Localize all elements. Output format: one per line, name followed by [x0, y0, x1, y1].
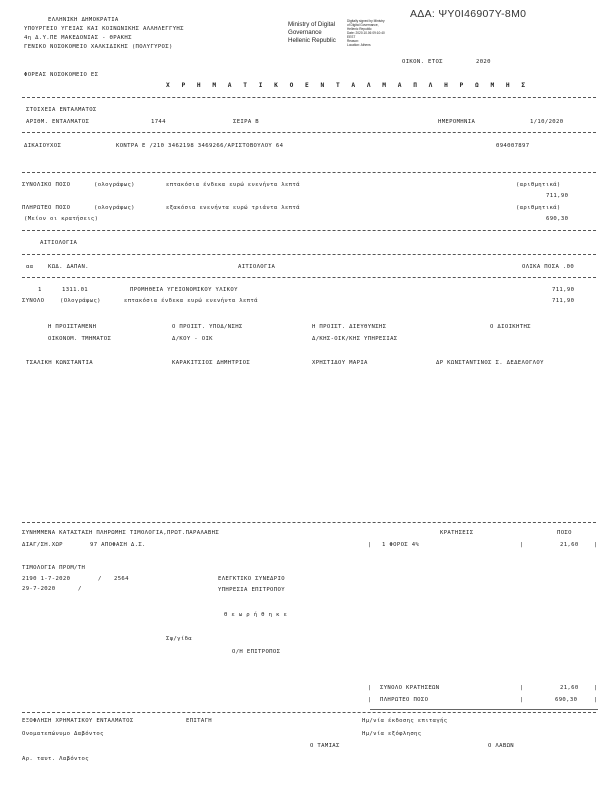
beneficiary-label: ΔΙΚΑΙΟΥΧΟΣ [24, 143, 62, 149]
payable-amount-label: ΠΛΗΡΩΤΕΟ ΠΟΣΟ [22, 205, 71, 211]
total-amount-num: 711,90 [546, 193, 569, 199]
audit-service: ΥΠΗΡΕΣΙΑ ΕΠΙΤΡΟΠΟΥ [218, 587, 285, 593]
order-number-value: 1744 [151, 119, 166, 125]
deductions-amount-label: ΠΟΣΟ [557, 530, 572, 536]
stamp-small-6: Reason: [347, 39, 359, 43]
invoice-2-separator: / [78, 586, 82, 592]
order-date-label: ΗΜΕΡΟΜΗΝΙΑ [438, 119, 476, 125]
sig-name-3: ΧΡΗΣΤΙΔΟΥ ΜΑΡΙΑ [312, 360, 368, 366]
deduction-amount: 21,60 [560, 542, 579, 548]
invoice-1-date: 2190 1-7-2020 [22, 576, 71, 582]
stamp-small-1: Digitally signed by Ministry [347, 19, 385, 23]
sig-subtitle-1: ΟΙΚΟΝΟΜ. ΤΜΗΜΑΤΟΣ [48, 336, 112, 342]
stamp-line-3: Hellenic Republic [288, 37, 336, 44]
divider [22, 712, 596, 713]
footer-cashier: Ο ΤΑΜΙΑΣ [310, 743, 340, 749]
sum-paren: (Ολογράφως) [60, 298, 101, 304]
total-payable-label: ΠΛΗΡΩΤΕΟ ΠΟΣΟ [380, 697, 429, 703]
divider [22, 97, 596, 98]
stamp-small-3: Hellenic Republic [347, 27, 372, 31]
ada-code: ΑΔΑ: ΨΥ0Ι46907Υ-8Μ0 [410, 8, 527, 20]
commissioner-label: Ο/Η ΕΠΙΤΡΟΠΟΣ [232, 649, 281, 655]
bar-separator: | [368, 685, 372, 691]
total-deductions-label: ΣΥΝΟΛΟ ΚΡΑΤΗΣΕΩΝ [380, 685, 440, 691]
payable-amount-num: 690,30 [546, 216, 569, 222]
sig-title-3: Η ΠΡΟΙΣΤ. ΔΙΕΥΘΥΝΣΗΣ [312, 324, 387, 330]
order-series: ΣΕΙΡΑ Β [233, 119, 260, 125]
justification-section-title: ΑΙΤΙΟΛΟΓΙΑ [40, 240, 78, 246]
diag-value: 97 ΑΠΟΦΑΣΗ Δ.Σ. [90, 542, 146, 548]
stamp-small-4: Date: 2020.10.06 09:10:40 [347, 31, 385, 35]
stamp-small-5: EEST [347, 35, 356, 39]
divider [22, 254, 596, 255]
stamp-small-2: of Digital Governance, [347, 23, 379, 27]
row-aa: 1 [38, 287, 42, 293]
attachments-heading: ΣΥΝΗΜΜΕΝΑ ΚΑΤΑΣΤΑΣΗ ΠΛΗΡΩΜΗΣ ΤΙΜΟΛΟΓΙΑ,ΠΡΩΤ.ΠΑΡΑΛΑΒΗΣ [22, 530, 220, 536]
total-amount-label: ΣΥΝΟΛΙΚΟ ΠΟΣΟ [22, 182, 71, 188]
bar-separator: | [368, 542, 372, 548]
sig-title-4: Ο ΔΙΟΙΚΗΤΗΣ [490, 324, 531, 330]
row-amount: 711,90 [552, 287, 575, 293]
invoice-1-separator: / [98, 576, 102, 582]
diag-label: ΔΙΑΓ/ΣΗ.ΧΩΡ [22, 542, 63, 548]
footer-payment-date: Ημ/νία εξόφλησης [362, 731, 422, 737]
col-aa: αα [26, 264, 34, 270]
total-amount-words: επτακόσια ένδεκα ευρώ ενενήντα λεπτά [166, 182, 300, 188]
sig-name-4: ΔΡ ΚΩΝΣΤΑΝΤΙΝΟΣ Σ. ΔΕΔΕΛΟΓΛΟΥ [436, 360, 544, 366]
bar-separator: | [520, 697, 524, 703]
stamp-line-1: Ministry of Digital [288, 21, 336, 28]
beneficiary-value: ΚΟΝΤΡΑ Ε /210 3462198 3469266/ΑΡΙΣΤΟΒΟΥΛΟΥ 64 [116, 143, 284, 149]
fiscal-year-value: 2020 [476, 59, 491, 65]
sig-subtitle-2: Δ/ΚΟΥ - ΟΙΚ [172, 336, 213, 342]
order-section-title: ΣΤΟΙΧΕΙΑ ΕΝΤΑΛΜΑΤΟΣ [26, 107, 97, 113]
stamp-line-2: Governance [288, 29, 322, 36]
bar-separator: | [520, 685, 524, 691]
divider [22, 172, 596, 173]
footer-settlement: ΕΞΟΦΛΗΣΗ ΧΡΗΜΑΤΙΚΟΥ ΕΝΤΑΛΜΑΤΟΣ [22, 718, 134, 724]
order-date-value: 1/10/2020 [530, 119, 564, 125]
col-total-amount: ΟΛΙΚΑ ΠΟΣΑ .00 [522, 264, 575, 270]
sig-title-1: Η ΠΡΟΙΣΤΑΜΕΝΗ [48, 324, 97, 330]
row-expense-code: 1311.01 [62, 287, 89, 293]
footer-receiver-id: Αρ. ταυτ. Λαβόντος [22, 756, 89, 762]
bar-separator: | [594, 697, 598, 703]
row-justification: ΠΡΟΜΗΘΕΙΑ ΥΓΕΙΟΝΟΜΙΚΟΥ ΥΛΙΚΟΥ [130, 287, 238, 293]
col-expense-code: ΚΩΔ. ΔΑΠΑΝ. [48, 264, 89, 270]
col-justification: ΑΙΤΙΟΛΟΓΙΑ [238, 264, 276, 270]
sum-words: επτακόσια ένδεκα ευρώ ενενήντα λεπτά [124, 298, 258, 304]
total-deductions-value: 21,60 [560, 685, 579, 691]
total-amount-num-label: (αριθμητικά) [516, 182, 561, 188]
bar-separator: | [520, 542, 524, 548]
invoice-1-number: 2564 [114, 576, 129, 582]
payable-amount-num-label: (αριθμητικά) [516, 205, 561, 211]
bar-separator: | [594, 685, 598, 691]
total-amount-paren: (ολογράφως) [94, 182, 135, 188]
payable-amount-words: εξακόσια ενενήντα ευρώ τριάντα λεπτά [166, 205, 300, 211]
foreas: ΦΟΡΕΑΣ ΝΟΣΟΚΟΜΕΙΟ ΕΣ [24, 72, 99, 78]
bar-separator: | [594, 542, 598, 548]
total-payable-value: 690,30 [555, 697, 578, 703]
divider [22, 132, 596, 133]
approved-text: Θ ε ω ρ ή θ η κ ε [224, 612, 288, 618]
header-line-2: ΥΠΟΥΡΓΕΙΟ ΥΓΕΙΑΣ ΚΑΙ ΚΟΙΝΩΝΙΚΗΣ ΑΛΛΗΛΕΓΓΥΗΣ [24, 26, 184, 32]
divider [22, 230, 596, 231]
footer-receiver-name: Ονοματεπώνυμο Δαβόντος [22, 731, 104, 737]
header-line-3: 4η Δ.Υ.ΠΕ ΜΑΚΕΔΟΝΙΑΣ - ΘΡΑΚΗΣ [24, 35, 132, 41]
bar-separator: | [368, 697, 372, 703]
sig-title-2: Ο ΠΡΟΙΣΤ. ΥΠΟΔ/ΝΣΗΣ [172, 324, 243, 330]
invoice-2-date: 29-7-2020 [22, 586, 56, 592]
order-number-label: ΑΡΙΘΜ. ΕΝΤΑΛΜΑΤΟΣ [26, 119, 90, 125]
footer-cheque: ΕΠΙΤΑΓΗ [186, 718, 213, 724]
seal-label: Σφ/γίδα [166, 636, 193, 642]
footer-receiver: Ο ΛΑΒΩΝ [488, 743, 515, 749]
header-line-4: ΓΕΝΙΚΟ ΝΟΣΟΚΟΜΕΙΟ ΧΑΛΚΙΔΙΚΗΣ (ΠΟΛΥΓΥΡΟΣ) [24, 44, 173, 50]
deduction-row: 1 ΦΟΡΟΣ 4% [382, 542, 420, 548]
deductions-label: ΚΡΑΤΗΣΕΙΣ [440, 530, 474, 536]
beneficiary-afm: 094007897 [496, 143, 530, 149]
document-title: Χ Ρ Η Μ Α Τ Ι Κ Ο Ε Ν Τ Α Λ Μ Α Π Λ Η Ρ Ω Μ Η Σ [166, 82, 530, 89]
footer-cheque-date: Ημ/νία έκδοσης επιταγής [362, 718, 448, 724]
sig-subtitle-3: Δ/ΚΗΣ-ΟΙΚ/ΚΗΣ ΥΠΗΡΕΣΙΑΣ [312, 336, 398, 342]
stamp-small-7: Location: Athens [347, 43, 371, 47]
audit-court: ΕΛΕΓΚΤΙΚΟ ΣΥΝΕΔΡΙΟ [218, 576, 285, 582]
payable-note: (Μείον οι κρατήσεις) [24, 216, 99, 222]
sig-name-1: ΤΣΑΛΙΚΗ ΚΩΝΣΤΑΝΤΙΑ [26, 360, 93, 366]
invoices-label: ΤΙΜΟΛΟΓΙΑ ΠΡΟΜ/ΤΗ [22, 565, 86, 571]
divider [22, 522, 596, 523]
sum-label: ΣΥΝΟΛΟ [22, 298, 45, 304]
payable-amount-paren: (ολογράφως) [94, 205, 135, 211]
header-line-1: ΕΛΛΗΝΙΚΗ ΔΗΜΟΚΡΑΤΙΑ [48, 17, 119, 23]
divider [370, 709, 598, 710]
fiscal-year-label: ΟΙΚΟΝ. ΕΤΟΣ [402, 59, 443, 65]
sum-amount: 711,90 [552, 298, 575, 304]
divider [22, 277, 596, 278]
sig-name-2: ΚΑΡΑΚΙΤΣΙΟΣ ΔΗΜΗΤΡΙΟΣ [172, 360, 251, 366]
